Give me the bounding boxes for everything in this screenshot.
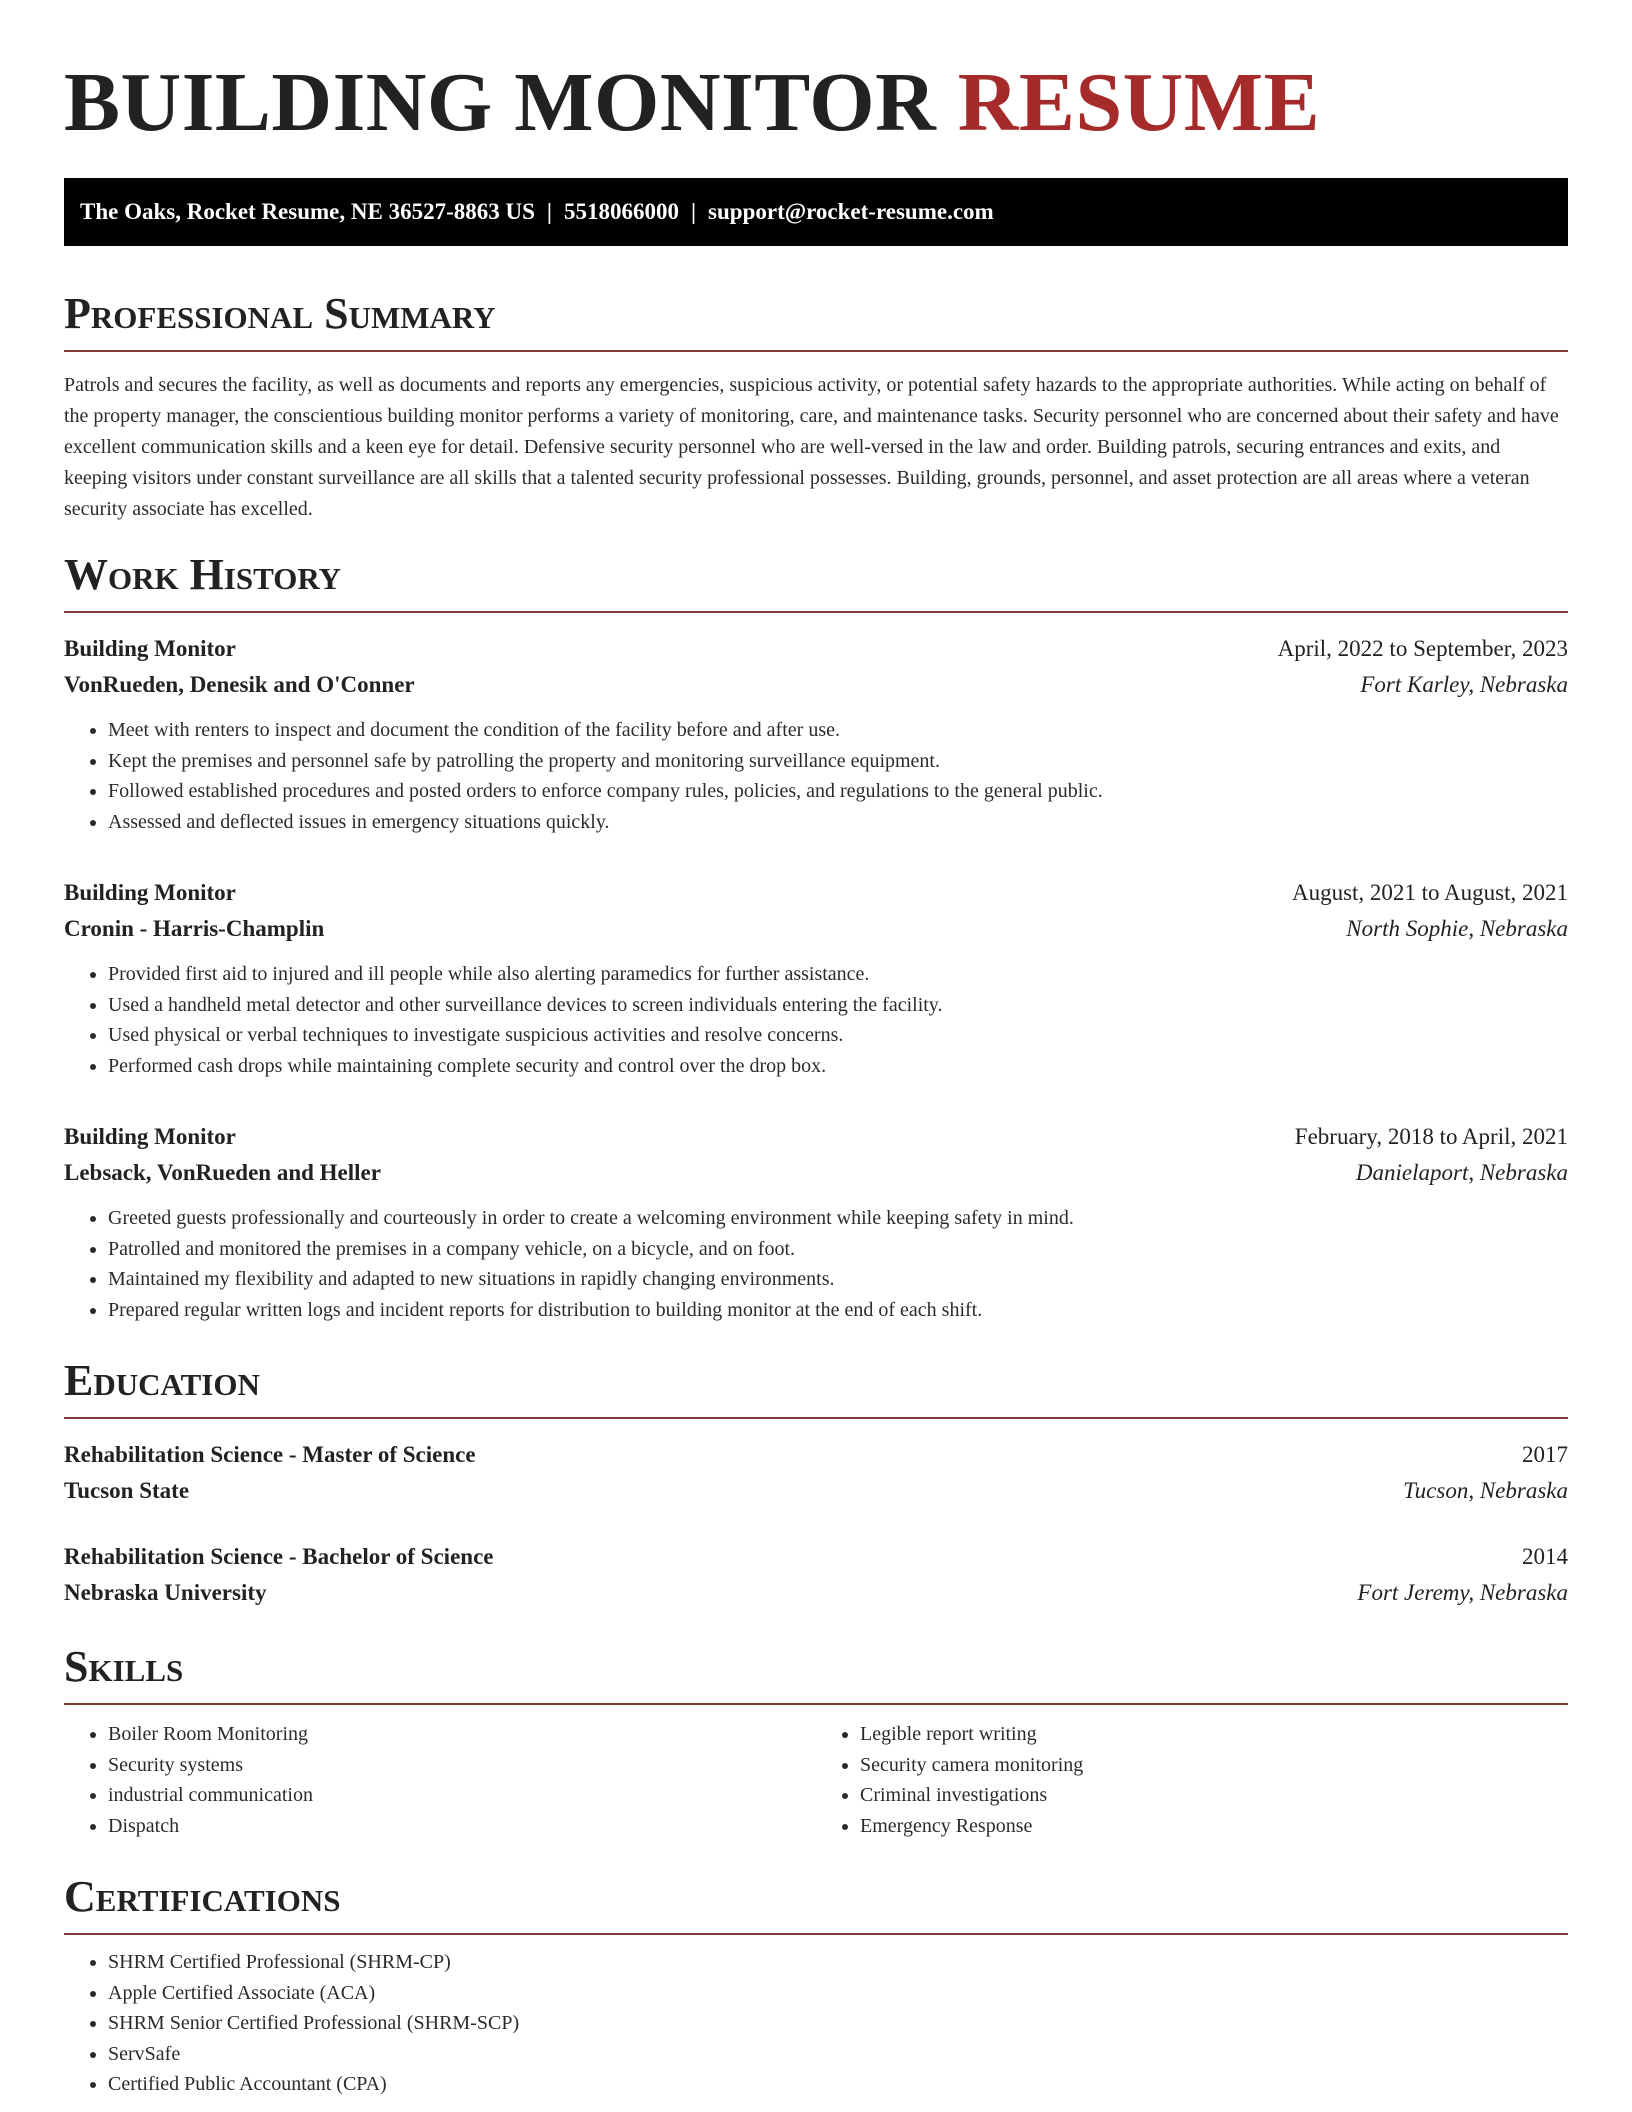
skill-item: • Boiler Room Monitoring: [108, 1719, 816, 1750]
job-dates: February, 2018 to April, 2021: [1294, 1124, 1568, 1149]
contact-phone: 5518066000: [563, 199, 679, 224]
job-bullet: • Greeted guests professionally and courteously in order to create a welcoming environment while keeping safety in mind.: [108, 1203, 1568, 1234]
job-location: Fort Karley, Nebraska: [1360, 672, 1568, 697]
job-bullets: [64, 715, 1568, 837]
resume-page: [64, 0, 1568, 2100]
job-dates: August, 2021 to August, 2021: [1291, 880, 1568, 905]
job-company: Cronin - Harris-Champlin: [64, 916, 325, 941]
skills-grid: [64, 1719, 1568, 1841]
job-entry: [64, 631, 1568, 837]
skill-item: • Dispatch: [108, 1811, 816, 1842]
job-title: Building Monitor: [64, 1124, 236, 1149]
skills-heading: Skills: [64, 1641, 1568, 1705]
contact-separator: |: [546, 199, 552, 224]
certification-item: • ServSafe: [108, 2039, 1568, 2070]
education-school: Nebraska University: [64, 1580, 267, 1605]
skills-list-left: [64, 1719, 816, 1841]
summary-heading: Professional Summary: [64, 288, 1568, 352]
education-entry: [64, 1437, 1568, 1509]
job-title: Building Monitor: [64, 880, 236, 905]
certification-item: • Certified Public Accountant (CPA): [108, 2069, 1568, 2100]
job-bullet: • Used a handheld metal detector and other surveillance devices to screen individuals entering the facility.: [108, 990, 1568, 1021]
contact-separator: |: [690, 199, 697, 224]
certification-item: • Apple Certified Associate (ACA): [108, 1978, 1568, 2009]
skills-list-right: [816, 1719, 1568, 1841]
job-bullet: • Used physical or verbal techniques to investigate suspicious activities and resolve concerns.: [108, 1020, 1568, 1051]
job-bullets: [64, 1203, 1568, 1325]
summary-text: Patrols and secures the facility, as well as documents and reports any emergencies, suspicious activity, or potential safety hazards to the appropriate authorities. While acting on behalf of the property manager, the conscientious building monitor performs a variety of monitoring, care, and maintenance tasks. Security personnel who are concerned about their safety and have excellent communication skills and a keen eye for detail. Defensive security personnel who are well-versed in the law and order. Building patrols, securing entrances and exits, and keeping visitors under constant surveillance are all skills that a talented security professional possesses. Building, grounds, personnel, and asset protection are all areas where a veteran security associate has excelled.: [64, 374, 1559, 520]
certifications-heading: Certifications: [64, 1871, 1568, 1935]
skill-item: • Security camera monitoring: [860, 1750, 1568, 1781]
education-year: 2014: [1522, 1544, 1568, 1569]
contact-address: The Oaks, Rocket Resume, NE 36527-8863 US: [80, 199, 535, 224]
education-heading: Education: [64, 1355, 1568, 1419]
job-entry: [64, 875, 1568, 1081]
job-company: Lebsack, VonRueden and Heller: [64, 1160, 381, 1185]
contact-email: support@rocket-resume.com: [708, 199, 994, 224]
contact-bar: [64, 178, 1568, 246]
job-dates: April, 2022 to September, 2023: [1277, 636, 1568, 661]
job-bullet: • Patrolled and monitored the premises in a company vehicle, on a bicycle, and on foot.: [108, 1234, 1568, 1265]
job-bullet: • Prepared regular written logs and incident reports for distribution to building monitor at the end of each shift.: [108, 1295, 1568, 1326]
job-bullet: • Maintained my flexibility and adapted to new situations in rapidly changing environments.: [108, 1264, 1568, 1295]
certifications-list: [64, 1947, 1568, 2100]
job-title: Building Monitor: [64, 636, 236, 661]
job-bullet: • Assessed and deflected issues in emergency situations quickly.: [108, 807, 1568, 838]
job-entry: [64, 1119, 1568, 1325]
skill-item: • Emergency Response: [860, 1811, 1568, 1842]
title-accent: RESUME: [957, 56, 1321, 149]
education-degree: Rehabilitation Science - Master of Science: [64, 1442, 476, 1467]
education-school: Tucson State: [64, 1478, 190, 1503]
certification-item: • SHRM Certified Professional (SHRM-CP): [108, 1947, 1568, 1978]
title-main: BUILDING MONITOR: [64, 56, 937, 149]
education-degree: Rehabilitation Science - Bachelor of Science: [64, 1544, 494, 1569]
skill-item: • Legible report writing: [860, 1719, 1568, 1750]
education-location: Fort Jeremy, Nebraska: [1357, 1580, 1568, 1605]
job-bullet: • Provided first aid to injured and ill people while also alerting paramedics for further assistance.: [108, 959, 1568, 990]
certification-item: • SHRM Senior Certified Professional (SHRM-SCP): [108, 2008, 1568, 2039]
job-company: VonRueden, Denesik and O'Conner: [64, 672, 415, 697]
education-location: Tucson, Nebraska: [1403, 1478, 1568, 1503]
job-location: Danielaport, Nebraska: [1355, 1160, 1568, 1185]
skill-item: • Security systems: [108, 1750, 816, 1781]
job-bullets: [64, 959, 1568, 1081]
job-location: North Sophie, Nebraska: [1346, 916, 1568, 941]
skill-item: • industrial communication: [108, 1780, 816, 1811]
education-entry: [64, 1539, 1568, 1611]
job-bullet: • Kept the premises and personnel safe by patrolling the property and monitoring surveillance equipment.: [108, 746, 1568, 777]
skill-item: • Criminal investigations: [860, 1780, 1568, 1811]
job-bullet: • Performed cash drops while maintaining complete security and control over the drop box.: [108, 1051, 1568, 1082]
job-bullet: • Followed established procedures and posted orders to enforce company rules, policies, and regulations to the general public.: [108, 776, 1568, 807]
work-history-heading: Work History: [64, 549, 1568, 613]
education-year: 2017: [1522, 1442, 1568, 1467]
resume-title: [64, 0, 1568, 152]
job-bullet: • Meet with renters to inspect and document the condition of the facility before and after use.: [108, 715, 1568, 746]
